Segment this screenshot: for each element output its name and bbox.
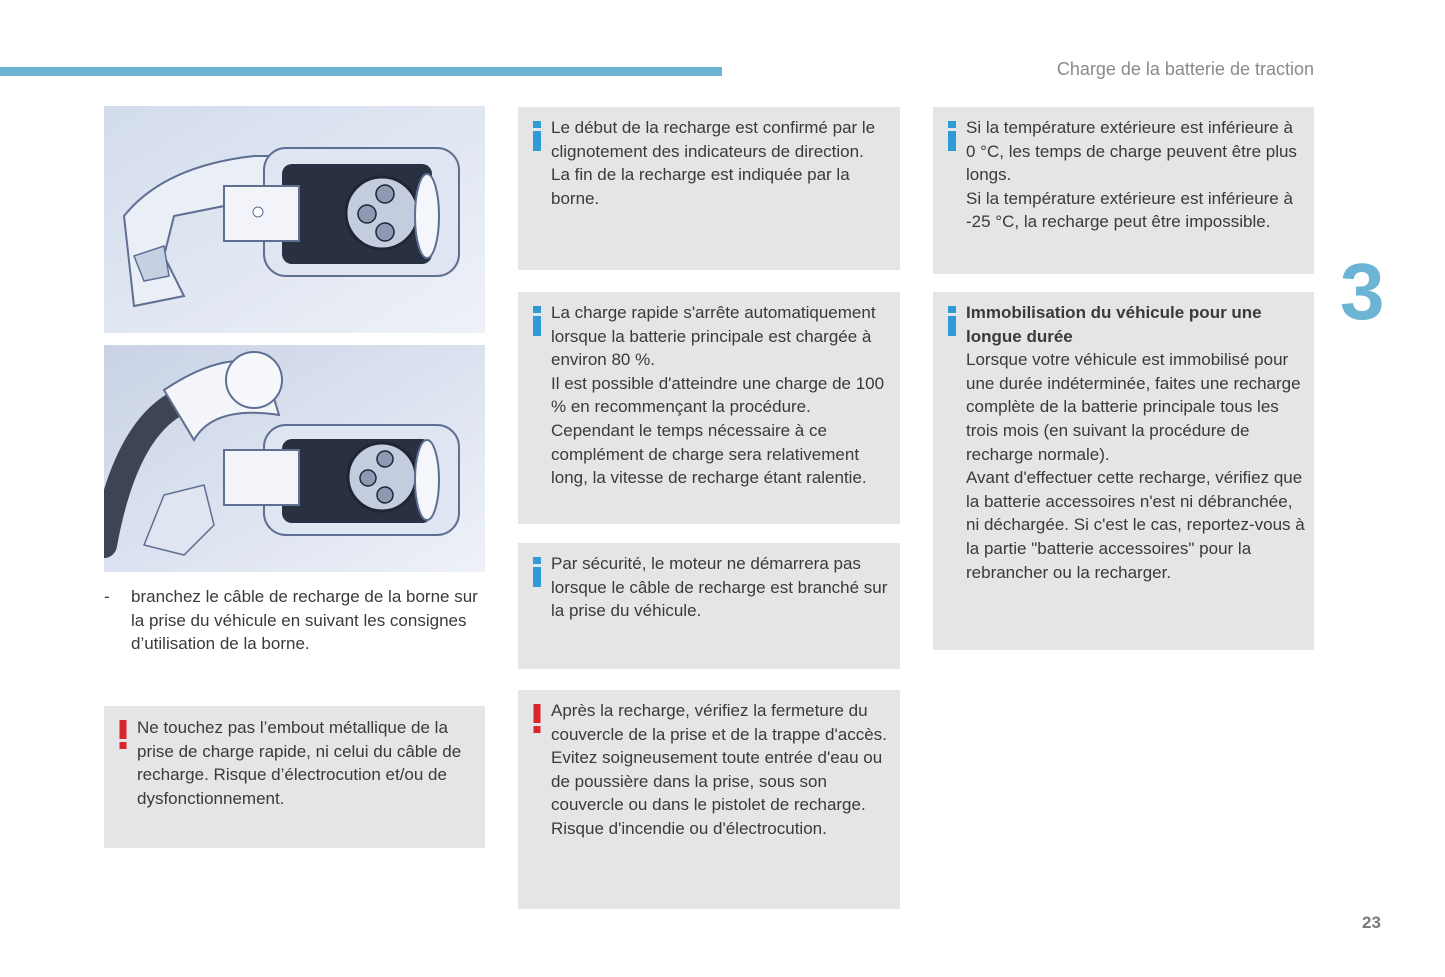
bullet-text: branchez le câble de recharge de la borne sur la prise du véhicule en suivant les consignes d’utilisation de la borne.: [131, 587, 478, 654]
figure-charging-flap-open: [104, 106, 485, 333]
page-header-title: Charge de la batterie de traction: [1056, 59, 1314, 79]
note-text: Par sécurité, le moteur ne démarrera pas lorsque le câble de recharge est branché sur la prise du véhicule.: [551, 554, 888, 621]
info-note-fast-charge: [518, 292, 900, 524]
note-text: Si la température extérieure est inférieure à -25 °C, la recharge peut être impossible.: [966, 188, 1293, 232]
page-number: 23: [1362, 913, 1381, 932]
warning-note-after-charge: [518, 690, 900, 909]
note-text: Evitez soigneusement toute entrée d'eau ou de poussière dans la prise, sous son couvercle ou dans le pistolet de recharge.: [551, 748, 883, 815]
info-icon: [945, 306, 959, 336]
note-text: Cependant le temps nécessaire à ce complément de charge sera relativement long, la vitesse de recharge étant ralentie.: [551, 420, 867, 488]
info-icon: [530, 121, 544, 151]
warning-note-metal-tip: [104, 706, 485, 848]
info-note-safety: [518, 543, 900, 669]
info-icon: [530, 557, 544, 587]
note-text: Lorsque votre véhicule est immobilisé pour une durée indéterminée, faites une recharge complète de la batterie principale tous les trois mois (en suivant la procédure de recharge normale).: [966, 350, 1301, 464]
warning-icon: [530, 704, 544, 734]
info-icon: [945, 121, 959, 151]
info-icon: [530, 306, 544, 336]
note-title: Immobilisation du véhicule pour une longue durée: [966, 303, 1262, 346]
note-text: Il est possible d'atteindre une charge de 100 % en recommençant la procédure.: [551, 373, 885, 417]
ev-socket-illustration: [104, 106, 485, 333]
note-text: Le début de la recharge est confirmé par le clignotement des indicateurs de direction.: [551, 118, 876, 161]
bullet-dash: -: [104, 587, 110, 606]
note-text: Ne touchez pas l’embout métallique de la prise de charge rapide, ni celui du câble de recharge. Risque d’électrocution et/ou de dysfonctionnement.: [137, 718, 462, 808]
note-text: Après la recharge, vérifiez la fermeture du couvercle de la prise et de la trappe d'accès.: [551, 701, 887, 744]
note-text: Si la température extérieure est inférieure à 0 °C, les temps de charge peuvent être plus longs.: [966, 118, 1297, 185]
info-note-temperature: [933, 107, 1314, 274]
ev-plug-illustration: [104, 345, 485, 572]
chapter-number: 3: [1340, 247, 1385, 336]
info-note-immobilisation: [933, 292, 1314, 650]
note-text: La charge rapide s'arrête automatiquement lorsque la batterie principale est chargée à environ 80 %.: [551, 303, 876, 370]
note-text: La fin de la recharge est indiquée par la borne.: [551, 165, 850, 208]
header-accent-bar: [0, 67, 722, 76]
info-note-charge-start: [518, 107, 900, 270]
figure-charging-cable-plugged: [104, 345, 485, 572]
instruction-bullet: [104, 585, 484, 656]
warning-icon: [116, 720, 130, 750]
note-text: Risque d'incendie ou d'électrocution.: [551, 818, 827, 838]
note-text: Avant d'effectuer cette recharge, vérifiez que la batterie accessoires n'est ni débranchée, ni déchargée. Si c'est le cas, reportez-vous à la partie "batterie accessoires" pour la rebrancher ou la recharger.: [966, 468, 1305, 582]
